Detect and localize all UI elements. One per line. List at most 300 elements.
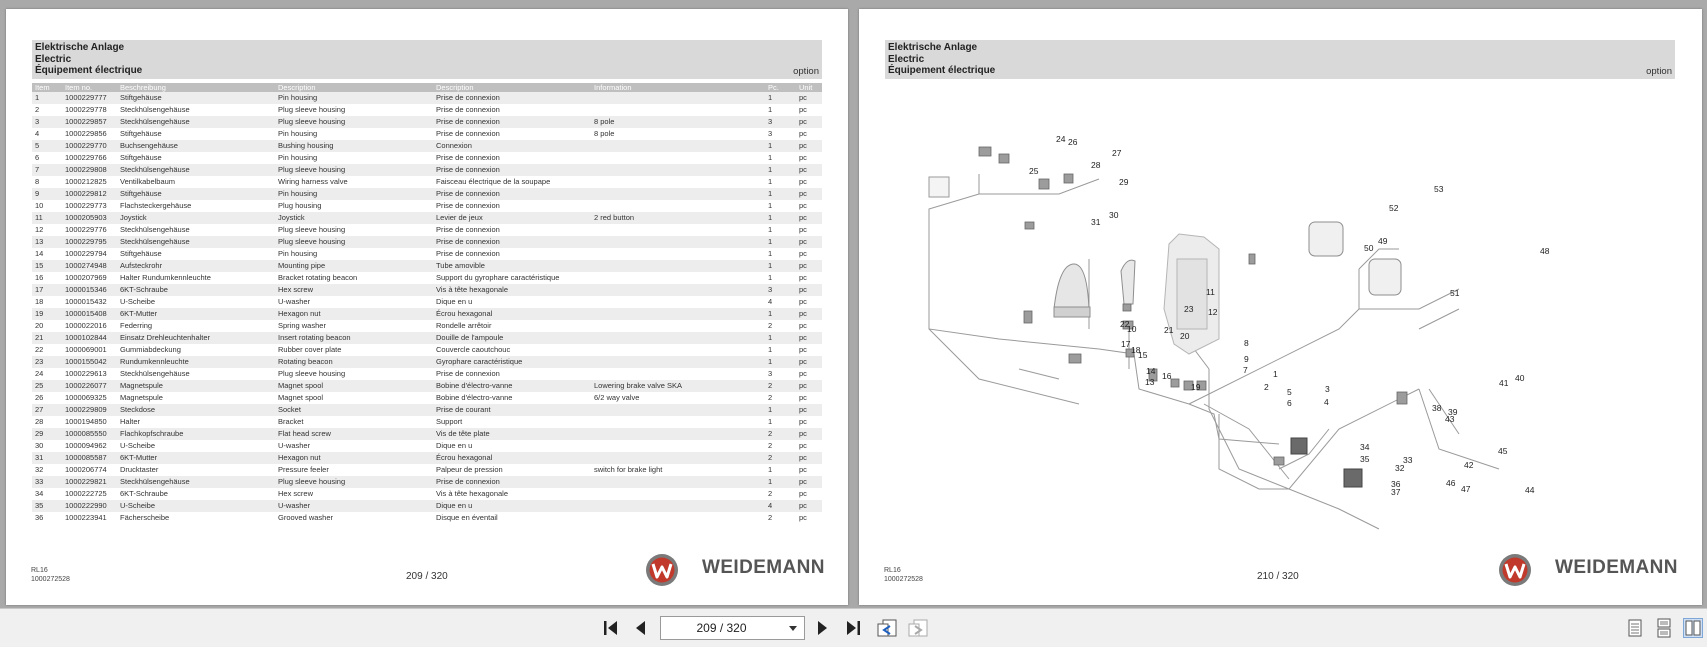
col-item-cell: 8: [32, 176, 62, 188]
col-information-cell: 8 pole: [591, 116, 765, 128]
callout-28: 28: [1091, 160, 1101, 170]
callout-19: 19: [1191, 382, 1201, 392]
col-item-cell: 31: [32, 452, 62, 464]
col-beschreibung-cell: Fächerscheibe: [117, 512, 275, 524]
col-pc-cell: 1: [765, 416, 796, 428]
col-description-en-cell: Spring washer: [275, 320, 433, 332]
col-item-cell: 22: [32, 344, 62, 356]
table-row: [32, 404, 822, 416]
col-unit-cell: pc: [796, 488, 822, 500]
col-pc-cell: 2: [765, 380, 796, 392]
table-row: [32, 176, 822, 188]
col-item-no-cell: 1000069325: [62, 392, 117, 404]
go-back-icon[interactable]: [876, 618, 898, 638]
col-item-no-cell: 1000229613: [62, 368, 117, 380]
callout-51: 51: [1450, 288, 1460, 298]
col-beschreibung-cell: Buchsengehäuse: [117, 140, 275, 152]
col-information-cell: [591, 200, 765, 212]
col-unit-cell: pc: [796, 272, 822, 284]
col-item-no-cell: 1000229766: [62, 152, 117, 164]
col-description-fr-cell: Écrou hexagonal: [433, 308, 591, 320]
option-label: option: [793, 66, 819, 77]
col-item-cell: 32: [32, 464, 62, 476]
col-description-en-cell: U-washer: [275, 296, 433, 308]
col-description-fr-cell: Prise de connexion: [433, 368, 591, 380]
col-item-cell: 30: [32, 440, 62, 452]
page-dropdown-icon[interactable]: [786, 617, 800, 646]
callout-52: 52: [1389, 203, 1399, 213]
col-information-cell: [591, 296, 765, 308]
callout-30: 30: [1109, 210, 1119, 220]
callout-44: 44: [1525, 485, 1535, 495]
col-unit-cell: pc: [796, 212, 822, 224]
col-description-fr-cell: Prise de connexion: [433, 248, 591, 260]
col-unit-cell: pc: [796, 332, 822, 344]
col-description-en-cell: Mounting pipe: [275, 260, 433, 272]
col-pc-cell: 3: [765, 128, 796, 140]
callout-47: 47: [1461, 484, 1471, 494]
callout-39: 39: [1448, 407, 1458, 417]
callout-31: 31: [1091, 217, 1101, 227]
col-description-fr-cell: Vis à tête hexagonale: [433, 488, 591, 500]
col-description-en-cell: Plug sleeve housing: [275, 476, 433, 488]
callout-9: 9: [1244, 354, 1249, 364]
col-description-fr-cell: Prise de connexion: [433, 92, 591, 104]
col-item-no-header: Item no.: [62, 83, 117, 92]
col-beschreibung-cell: Steckdose: [117, 404, 275, 416]
col-beschreibung-cell: 6KT-Mutter: [117, 308, 275, 320]
col-unit-cell: pc: [796, 200, 822, 212]
col-description-en-cell: Insert rotating beacon: [275, 332, 433, 344]
col-item-cell: 6: [32, 152, 62, 164]
col-pc-cell: 4: [765, 296, 796, 308]
weidemann-logo: [644, 552, 824, 588]
col-description-en-cell: Hex screw: [275, 284, 433, 296]
col-pc-cell: 1: [765, 92, 796, 104]
col-item-no-cell: 1000223941: [62, 512, 117, 524]
col-description-en-cell: Pin housing: [275, 152, 433, 164]
col-item-cell: 21: [32, 332, 62, 344]
col-unit-cell: pc: [796, 380, 822, 392]
callout-46: 46: [1446, 478, 1456, 488]
callout-41: 41: [1499, 378, 1509, 388]
col-beschreibung-cell: Steckhülsengehäuse: [117, 104, 275, 116]
col-beschreibung-cell: Federring: [117, 320, 275, 332]
title-de: Elektrische Anlage: [35, 42, 125, 53]
callout-16: 16: [1162, 371, 1172, 381]
col-unit-cell: pc: [796, 428, 822, 440]
callout-23: 23: [1184, 304, 1194, 314]
callout-37: 37: [1391, 487, 1401, 497]
col-information-cell: [591, 164, 765, 176]
col-description-en-cell: Bracket: [275, 416, 433, 428]
callout-22: 22: [1120, 319, 1130, 329]
col-pc-cell: 1: [765, 476, 796, 488]
col-item-cell: 26: [32, 392, 62, 404]
col-item-no-cell: 1000212825: [62, 176, 117, 188]
col-item-no-cell: 1000015408: [62, 308, 117, 320]
col-unit-cell: pc: [796, 320, 822, 332]
col-description-fr-cell: Disque en éventail: [433, 512, 591, 524]
col-item-cell: 36: [32, 512, 62, 524]
callout-14: 14: [1146, 366, 1156, 376]
col-beschreibung-cell: Drucktaster: [117, 464, 275, 476]
col-description-en-cell: Hexagon nut: [275, 308, 433, 320]
col-information-cell: [591, 512, 765, 524]
weidemann-logo: [1497, 552, 1677, 588]
callout-10: 10: [1127, 324, 1137, 334]
col-description-fr-cell: Dique en u: [433, 440, 591, 452]
col-item-cell: 11: [32, 212, 62, 224]
next-page-icon[interactable]: [812, 618, 832, 638]
col-item-cell: 3: [32, 116, 62, 128]
callout-45: 45: [1498, 446, 1508, 456]
col-item-cell: 35: [32, 500, 62, 512]
col-item-no-cell: 1000274948: [62, 260, 117, 272]
col-pc-cell: 1: [765, 140, 796, 152]
col-item-cell: 2: [32, 104, 62, 116]
col-description-fr-cell: Prise de connexion: [433, 236, 591, 248]
table-row: [32, 500, 822, 512]
col-description-en-cell: Hex screw: [275, 488, 433, 500]
callout-2: 2: [1264, 382, 1269, 392]
col-item-no-cell: 1000229778: [62, 104, 117, 116]
table-row: [32, 236, 822, 248]
col-pc-cell: 2: [765, 452, 796, 464]
col-item-no-cell: 1000229856: [62, 128, 117, 140]
callout-4: 4: [1324, 397, 1329, 407]
col-unit-cell: pc: [796, 248, 822, 260]
col-item-cell: 24: [32, 368, 62, 380]
col-information-cell: [591, 152, 765, 164]
col-beschreibung-cell: Gummiabdeckung: [117, 344, 275, 356]
callout-5: 5: [1287, 387, 1292, 397]
callout-8: 8: [1244, 338, 1249, 348]
col-information-cell: [591, 284, 765, 296]
col-description-fr-cell: Prise de connexion: [433, 476, 591, 488]
col-description-fr-cell: Palpeur de pression: [433, 464, 591, 476]
col-beschreibung-cell: Flachsteckergehäuse: [117, 200, 275, 212]
table-header: [32, 83, 822, 92]
viewer-toolbar: [0, 608, 1707, 647]
table-row: [32, 308, 822, 320]
single-page-view-icon[interactable]: [1625, 618, 1645, 638]
col-item-no-cell: 1000229821: [62, 476, 117, 488]
col-beschreibung-header: Beschreibung: [117, 83, 275, 92]
col-item-no-cell: 1000229794: [62, 248, 117, 260]
col-unit-cell: pc: [796, 392, 822, 404]
col-unit-cell: pc: [796, 464, 822, 476]
col-information-cell: [591, 416, 765, 428]
col-beschreibung-cell: Stiftgehäuse: [117, 128, 275, 140]
col-item-no-cell: 1000085587: [62, 452, 117, 464]
col-unit-cell: pc: [796, 140, 822, 152]
table-row: [32, 392, 822, 404]
col-information-cell: [591, 104, 765, 116]
col-description-en-cell: Plug sleeve housing: [275, 236, 433, 248]
col-description-fr-cell: Dique en u: [433, 296, 591, 308]
table-header-row: [32, 83, 822, 92]
col-description-fr-cell: Bobine d'électro-vanne: [433, 392, 591, 404]
col-description-fr-cell: Tube amovible: [433, 260, 591, 272]
col-unit-cell: pc: [796, 308, 822, 320]
callout-24: 24: [1056, 134, 1066, 144]
col-pc-cell: 2: [765, 428, 796, 440]
previous-page-icon[interactable]: [631, 618, 651, 638]
callout-18: 18: [1131, 345, 1141, 355]
col-pc-cell: 4: [765, 500, 796, 512]
col-unit-cell: pc: [796, 296, 822, 308]
col-description-fr-cell: Dique en u: [433, 500, 591, 512]
col-information-cell: [591, 92, 765, 104]
col-unit-cell: pc: [796, 416, 822, 428]
col-beschreibung-cell: Steckhülsengehäuse: [117, 164, 275, 176]
col-unit-cell: pc: [796, 368, 822, 380]
table-row: [32, 440, 822, 452]
col-beschreibung-cell: Steckhülsengehäuse: [117, 476, 275, 488]
exploded-parts-diagram: [859, 9, 1702, 605]
first-page-icon[interactable]: [601, 618, 621, 638]
col-item-cell: 29: [32, 428, 62, 440]
col-item-no-cell: 1000206774: [62, 464, 117, 476]
joystick-11: [1121, 260, 1135, 304]
table-row: [32, 344, 822, 356]
page-210: [859, 9, 1702, 605]
col-unit-cell: pc: [796, 128, 822, 140]
col-description-fr-cell: Levier de jeux: [433, 212, 591, 224]
callout-29: 29: [1119, 177, 1129, 187]
col-pc-cell: 1: [765, 188, 796, 200]
page-number-value: 209 / 320: [696, 621, 747, 635]
col-item-no-cell: 1000015432: [62, 296, 117, 308]
col-pc-cell: 1: [765, 260, 796, 272]
col-item-no-cell: 1000222725: [62, 488, 117, 500]
weidemann-emblem-icon: [644, 552, 684, 588]
col-unit-cell: pc: [796, 476, 822, 488]
col-description-en-cell: Plug housing: [275, 200, 433, 212]
col-pc-cell: 1: [765, 308, 796, 320]
col-item-no-cell: 1000069001: [62, 344, 117, 356]
callout-27: 27: [1112, 148, 1122, 158]
col-pc-cell: 1: [765, 248, 796, 260]
col-pc-cell: 1: [765, 356, 796, 368]
table-row: [32, 488, 822, 500]
col-information-cell: [591, 308, 765, 320]
col-beschreibung-cell: Steckhülsengehäuse: [117, 236, 275, 248]
col-description-fr-cell: Prise de connexion: [433, 224, 591, 236]
callout-11: 11: [1206, 287, 1215, 297]
table-row: [32, 224, 822, 236]
col-unit-cell: pc: [796, 260, 822, 272]
col-item-no-cell: 1000229808: [62, 164, 117, 176]
col-information-cell: 6/2 way valve: [591, 392, 765, 404]
table-row: [32, 164, 822, 176]
callout-42: 42: [1464, 460, 1474, 470]
col-information-cell: [591, 488, 765, 500]
table-row: [32, 296, 822, 308]
col-information-cell: [591, 428, 765, 440]
col-description-en-cell: Hexagon nut: [275, 452, 433, 464]
col-unit-cell: pc: [796, 344, 822, 356]
col-item-no-cell: 1000015346: [62, 284, 117, 296]
col-pc-cell: 3: [765, 284, 796, 296]
col-information-cell: [591, 272, 765, 284]
weidemann-emblem-icon: [1497, 552, 1537, 588]
col-pc-cell: 1: [765, 104, 796, 116]
col-information-cell: switch for brake light: [591, 464, 765, 476]
col-beschreibung-cell: Flachkopfschraube: [117, 428, 275, 440]
col-information-cell: [591, 356, 765, 368]
lamp-48: [1369, 259, 1401, 295]
col-unit-cell: pc: [796, 176, 822, 188]
callout-38: 38: [1432, 403, 1442, 413]
col-description-en-cell: Pin housing: [275, 128, 433, 140]
col-description-en-cell: Grooved washer: [275, 512, 433, 524]
col-item-cell: 23: [32, 356, 62, 368]
title-fr: Équipement électrique: [35, 65, 143, 76]
table-row: [32, 248, 822, 260]
col-item-no-cell: 1000205903: [62, 212, 117, 224]
table-row: [32, 512, 822, 524]
col-beschreibung-cell: Ventilkabelbaum: [117, 176, 275, 188]
table-row: [32, 212, 822, 224]
table-row: [32, 464, 822, 476]
col-description-en-cell: Magnet spool: [275, 380, 433, 392]
col-information-cell: 2 red button: [591, 212, 765, 224]
col-item-cell: 13: [32, 236, 62, 248]
col-unit-cell: pc: [796, 452, 822, 464]
col-beschreibung-cell: Stiftgehäuse: [117, 188, 275, 200]
callout-49: 49: [1378, 236, 1388, 246]
col-information-cell: [591, 320, 765, 332]
col-item-cell: 7: [32, 164, 62, 176]
col-information-cell: [591, 440, 765, 452]
col-beschreibung-cell: Magnetspule: [117, 392, 275, 404]
col-information-cell: [591, 344, 765, 356]
col-description-fr-cell: Vis de tête plate: [433, 428, 591, 440]
col-pc-cell: 3: [765, 368, 796, 380]
table-row: [32, 428, 822, 440]
col-information-cell: [591, 188, 765, 200]
col-description-fr-cell: Couvercle caoutchouc: [433, 344, 591, 356]
relay-43: [1291, 438, 1307, 454]
callout-40: 40: [1515, 373, 1525, 383]
col-description-fr-cell: Douille de l'ampoule: [433, 332, 591, 344]
model-name: RL16: [31, 567, 48, 574]
rotating-beacon-23: [1054, 264, 1090, 317]
table-row: [32, 476, 822, 488]
table-row: [32, 416, 822, 428]
col-description-en-cell: Plug sleeve housing: [275, 104, 433, 116]
col-item-no-cell: 1000222990: [62, 500, 117, 512]
col-information-cell: [591, 260, 765, 272]
page-number: 209 / 320: [406, 571, 448, 582]
col-description-fr-cell: Bobine d'électro-vanne: [433, 380, 591, 392]
table-row: [32, 200, 822, 212]
col-item-no-cell: 1000155042: [62, 356, 117, 368]
col-description-en-cell: Wiring harness valve: [275, 176, 433, 188]
col-unit-header: Unit: [796, 83, 822, 92]
col-unit-cell: pc: [796, 188, 822, 200]
col-item-cell: 34: [32, 488, 62, 500]
col-item-no-cell: 1000229773: [62, 200, 117, 212]
page-number: 210 / 320: [1257, 571, 1299, 582]
col-description-fr-cell: Prise de courant: [433, 404, 591, 416]
col-unit-cell: pc: [796, 404, 822, 416]
callout-36: 36: [1391, 479, 1401, 489]
col-description-en-cell: Flat head screw: [275, 428, 433, 440]
col-item-no-cell: 1000229777: [62, 92, 117, 104]
col-item-header: Item: [32, 83, 62, 92]
col-item-no-cell: 1000229770: [62, 140, 117, 152]
col-description-en-cell: Pin housing: [275, 92, 433, 104]
col-item-cell: 14: [32, 248, 62, 260]
col-beschreibung-cell: 6KT-Mutter: [117, 452, 275, 464]
footer-model: [884, 567, 923, 584]
col-item-no-cell: 1000194850: [62, 416, 117, 428]
table-row: [32, 92, 822, 104]
callout-13: 13: [1145, 377, 1155, 387]
callout-48: 48: [1540, 246, 1550, 256]
col-beschreibung-cell: Steckhülsengehäuse: [117, 116, 275, 128]
last-page-icon[interactable]: [843, 618, 863, 638]
col-unit-cell: pc: [796, 224, 822, 236]
col-information-cell: [591, 452, 765, 464]
col-item-no-cell: 1000229776: [62, 224, 117, 236]
go-forward-icon[interactable]: [907, 618, 929, 638]
col-beschreibung-cell: Magnetspule: [117, 380, 275, 392]
table-row: [32, 128, 822, 140]
col-pc-cell: 1: [765, 224, 796, 236]
two-page-view-icon[interactable]: [1683, 618, 1703, 638]
option-label: option: [1646, 66, 1672, 77]
page-number-field[interactable]: [660, 616, 805, 640]
col-item-cell: 12: [32, 224, 62, 236]
col-pc-cell: 1: [765, 176, 796, 188]
col-item-cell: 1: [32, 92, 62, 104]
col-pc-cell: 1: [765, 236, 796, 248]
col-item-cell: 15: [32, 260, 62, 272]
col-item-no-cell: 1000229795: [62, 236, 117, 248]
col-description-fr-cell: Support: [433, 416, 591, 428]
col-item-cell: 25: [32, 380, 62, 392]
col-item-cell: 5: [32, 140, 62, 152]
callout-3: 3: [1325, 384, 1330, 394]
col-item-cell: 33: [32, 476, 62, 488]
col-information-cell: [591, 140, 765, 152]
col-description-en-cell: Plug sleeve housing: [275, 116, 433, 128]
col-description-en-cell: Pressure feeler: [275, 464, 433, 476]
table-row: [32, 272, 822, 284]
col-description-fr-cell: Prise de connexion: [433, 104, 591, 116]
continuous-view-icon[interactable]: [1654, 618, 1674, 638]
col-information-cell: [591, 224, 765, 236]
col-beschreibung-cell: Halter: [117, 416, 275, 428]
table-row: [32, 356, 822, 368]
lamp-49: [1309, 222, 1343, 256]
col-description-en-cell: U-washer: [275, 500, 433, 512]
parts-table: [32, 83, 822, 524]
col-item-cell: 16: [32, 272, 62, 284]
table-row: [32, 152, 822, 164]
col-description-en-cell: Pin housing: [275, 188, 433, 200]
col-description-fr-cell: Prise de connexion: [433, 188, 591, 200]
table-row: [32, 260, 822, 272]
col-unit-cell: pc: [796, 152, 822, 164]
col-item-no-cell: 1000226077: [62, 380, 117, 392]
col-beschreibung-cell: U-Scheibe: [117, 500, 275, 512]
col-information-cell: Lowering brake valve SKA: [591, 380, 765, 392]
